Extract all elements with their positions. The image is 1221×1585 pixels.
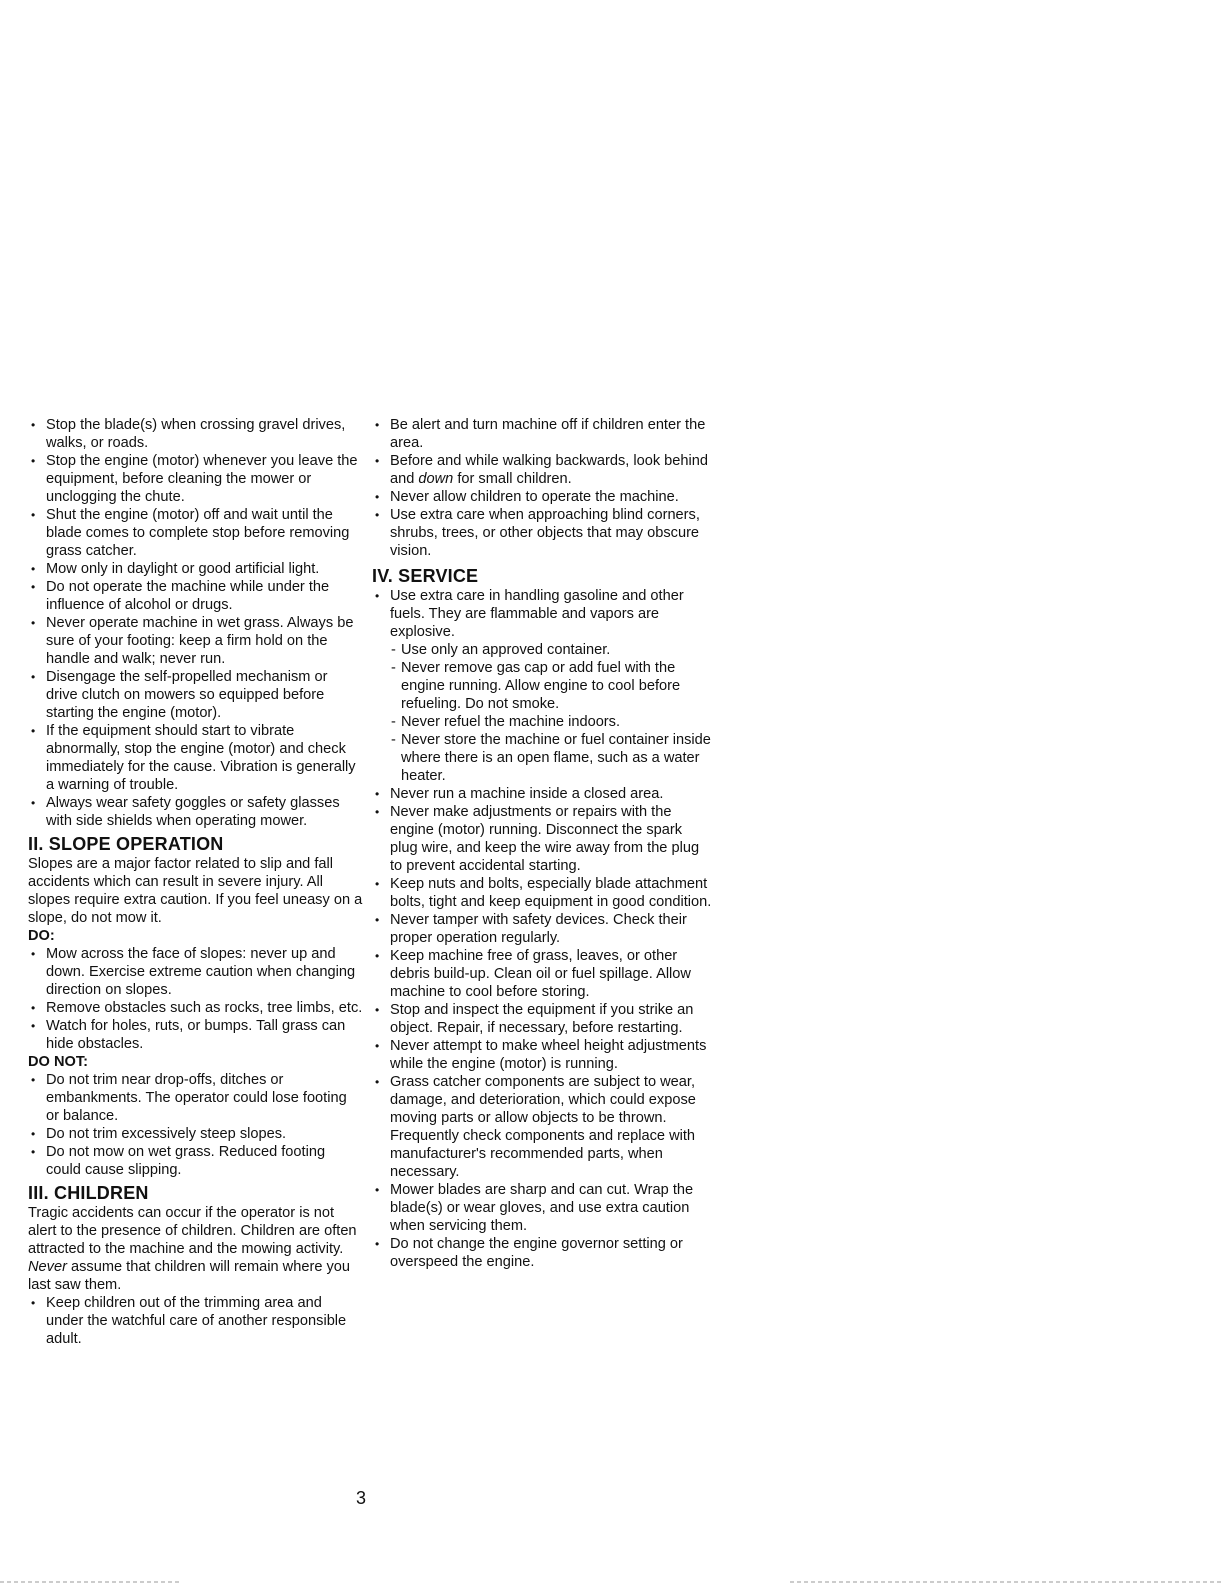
list-item-text-a: Before and while walking backwards, look behind and xyxy=(390,453,709,487)
fuel-sub-list xyxy=(372,641,712,785)
general-safety-list xyxy=(28,416,363,830)
list-item: • Keep machine free of grass, leaves, or other debris build-up. Clean oil or fuel spillage. Allow machine to cool before storing. xyxy=(372,947,712,1001)
page-number: 3 xyxy=(356,1488,367,1508)
list-item: • Stop the engine (motor) whenever you leave the equipment, before cleaning the mower or unclogging the chute. xyxy=(28,452,363,506)
dash-marker: - xyxy=(391,714,396,730)
scan-edge-artifact xyxy=(0,1579,1221,1585)
sub-list-item-text: Never remove gas cap or add fuel with the engine running. Allow engine to cool before refueling. Do not smoke. xyxy=(401,660,681,712)
list-item: • Keep children out of the trimming area and under the watchful care of another responsible adult. xyxy=(28,1294,363,1348)
children-list-left xyxy=(28,1294,363,1348)
dash-marker: - xyxy=(391,660,396,676)
children-text-emphasis: Never xyxy=(28,1259,67,1275)
list-item: • If the equipment should start to vibrate abnormally, stop the engine (motor) and check immediately for the cause. Vibration is generally a warning of trouble. xyxy=(28,722,363,794)
list-item: • Never make adjustments or repairs with the engine (motor) running. Disconnect the spark plug wire, and keep the wire away from the plug to prevent accidental starting. xyxy=(372,803,712,875)
children-paragraph xyxy=(28,1204,363,1294)
sub-list-item xyxy=(372,659,712,713)
list-item: • Never allow children to operate the machine. xyxy=(372,488,712,506)
list-item: • Never operate machine in wet grass. Always be sure of your footing: keep a firm hold on the handle and walk; never run. xyxy=(28,614,363,668)
list-item xyxy=(372,452,712,488)
list-item: • Do not operate the machine while under the influence of alcohol or drugs. xyxy=(28,578,363,614)
list-item: • Use extra care in handling gasoline and other fuels. They are flammable and vapors are explosive. xyxy=(372,587,712,641)
list-item: • Remove obstacles such as rocks, tree limbs, etc. xyxy=(28,999,363,1017)
list-item: • Mow across the face of slopes: never up and down. Exercise extreme caution when changing direction on slopes. xyxy=(28,945,363,999)
list-item: • Do not trim excessively steep slopes. xyxy=(28,1125,363,1143)
dash-marker: - xyxy=(391,732,396,748)
list-item: • Disengage the self-propelled mechanism or drive clutch on mowers so equipped before starting the engine (motor). xyxy=(28,668,363,722)
section-heading-children: III. CHILDREN xyxy=(28,1183,149,1203)
children-list-right xyxy=(372,416,712,560)
children-text-a: Tragic accidents can occur if the operator is not alert to the presence of children. Children are often attracted to the machine and the mowing activity. xyxy=(28,1205,357,1257)
list-item: • Never attempt to make wheel height adjustments while the engine (motor) is running. xyxy=(372,1037,712,1073)
left-column xyxy=(28,416,363,1348)
list-item: • Do not change the engine governor setting or overspeed the engine. xyxy=(372,1235,712,1271)
do-list xyxy=(28,945,363,1053)
service-list-continued xyxy=(372,785,712,1271)
list-item: • Keep nuts and bolts, especially blade attachment bolts, tight and keep equipment in good condition. xyxy=(372,875,712,911)
sub-list-item-text: Never store the machine or fuel container inside where there is an open flame, such as a water heater. xyxy=(401,732,711,784)
do-label: DO: xyxy=(28,928,55,944)
list-item: • Never tamper with safety devices. Check their proper operation regularly. xyxy=(372,911,712,947)
list-item: • Watch for holes, ruts, or bumps. Tall grass can hide obstacles. xyxy=(28,1017,363,1053)
list-item: • Mow only in daylight or good artificial light. xyxy=(28,560,363,578)
list-item: • Mower blades are sharp and can cut. Wrap the blade(s) or wear gloves, and use extra caution when servicing them. xyxy=(372,1181,712,1235)
sub-list-item xyxy=(372,731,712,785)
service-list xyxy=(372,587,712,641)
do-not-label: DO NOT: xyxy=(28,1054,88,1070)
sub-list-item-text: Use only an approved container. xyxy=(401,642,611,658)
right-column xyxy=(372,416,712,1271)
list-item: • Always wear safety goggles or safety glasses with side shields when operating mower. xyxy=(28,794,363,830)
list-item: • Shut the engine (motor) off and wait until the blade comes to complete stop before removing grass catcher. xyxy=(28,506,363,560)
do-not-list xyxy=(28,1071,363,1179)
sub-list-item-text: Never refuel the machine indoors. xyxy=(401,714,621,730)
slope-paragraph: Slopes are a major factor related to slip and fall accidents which can result in severe injury. All slopes require extra caution. If you feel uneasy on a slope, do not mow it. xyxy=(28,856,363,926)
sub-list-item xyxy=(372,713,712,731)
list-item-text-b: for small children. xyxy=(453,471,572,487)
list-item: • Grass catcher components are subject to wear, damage, and deterioration, which could expose moving parts or allow objects to be thrown. Frequently check components and replace with manufacturer's recommended parts, when necessary. xyxy=(372,1073,712,1181)
list-item: • Never run a machine inside a closed area. xyxy=(372,785,712,803)
sub-list-item xyxy=(372,641,712,659)
list-item: • Use extra care when approaching blind corners, shrubs, trees, or other objects that may obscure vision. xyxy=(372,506,712,560)
section-heading-slope: II. SLOPE OPERATION xyxy=(28,834,224,854)
list-item-emphasis: down xyxy=(418,471,454,487)
children-text-b: assume that children will remain where you last saw them. xyxy=(28,1259,351,1293)
list-item: • Be alert and turn machine off if children enter the area. xyxy=(372,416,712,452)
list-item: • Do not trim near drop-offs, ditches or embankments. The operator could lose footing or balance. xyxy=(28,1071,363,1125)
list-item: • Stop the blade(s) when crossing gravel drives, walks, or roads. xyxy=(28,416,363,452)
list-item: • Stop and inspect the equipment if you strike an object. Repair, if necessary, before restarting. xyxy=(372,1001,712,1037)
dash-marker: - xyxy=(391,642,396,658)
list-item: • Do not mow on wet grass. Reduced footing could cause slipping. xyxy=(28,1143,363,1179)
section-heading-service: IV. SERVICE xyxy=(372,566,479,586)
